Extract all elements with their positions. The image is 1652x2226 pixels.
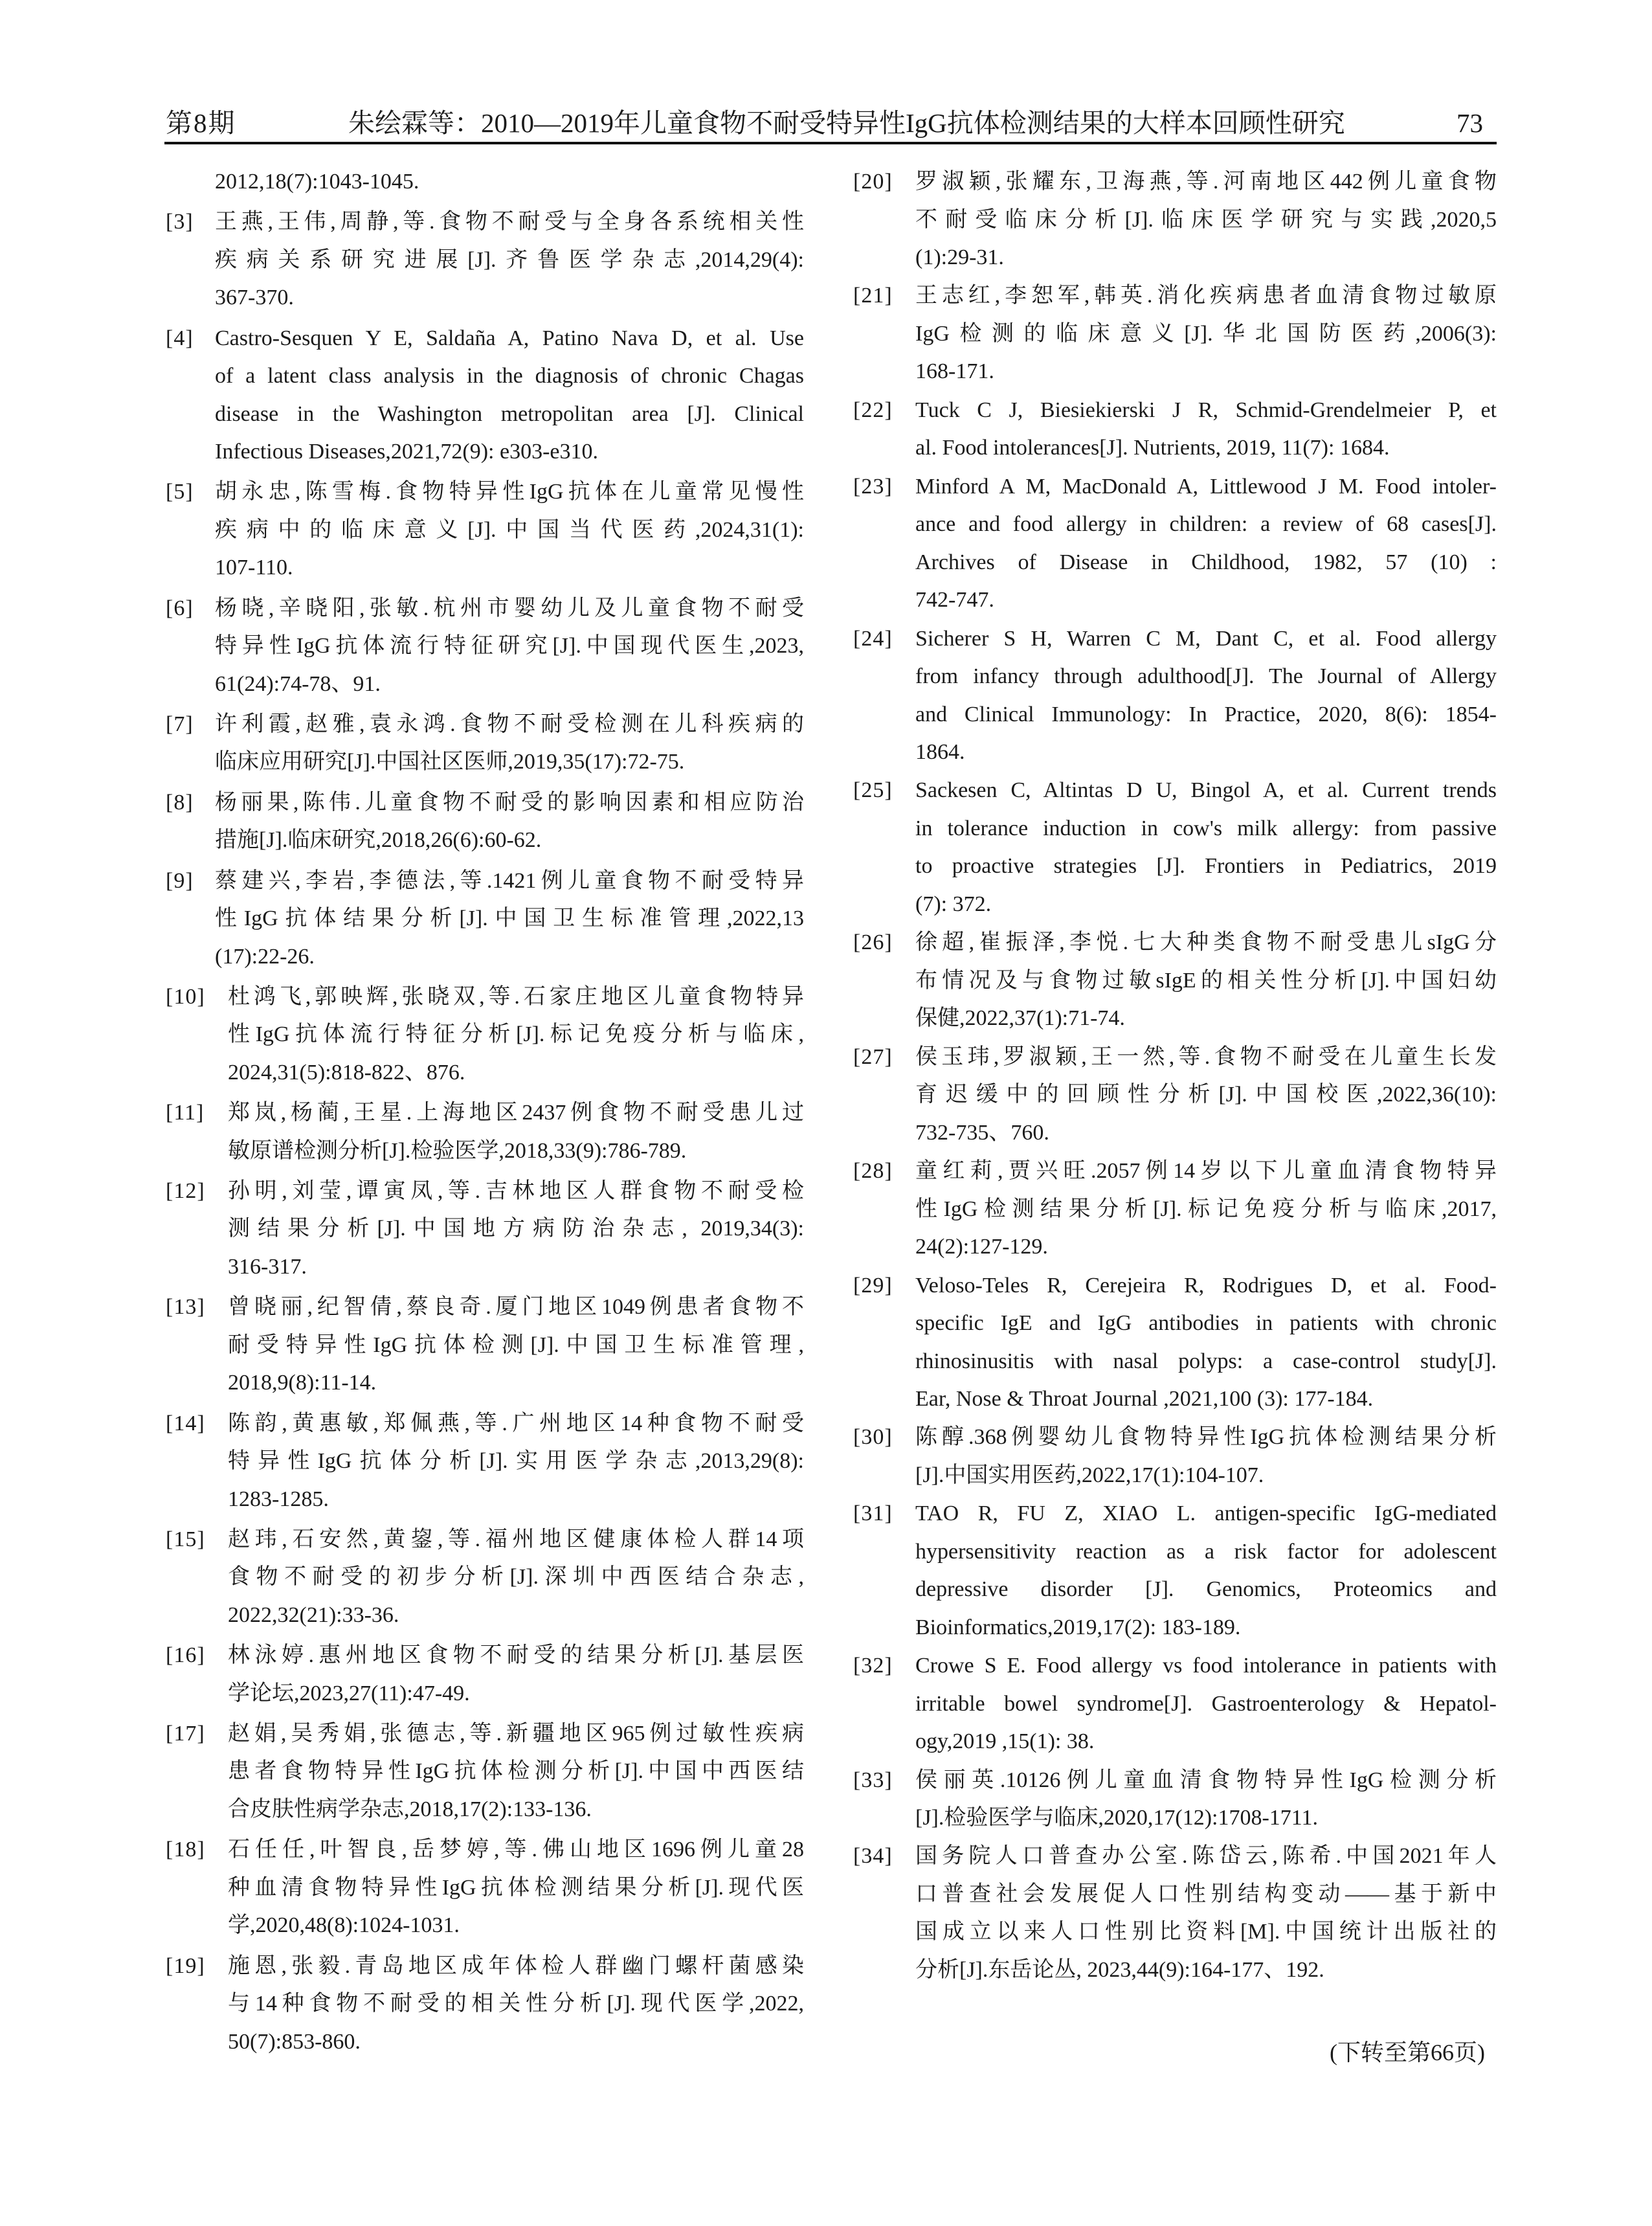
reference-number: [33] — [853, 1768, 893, 1792]
reference-item — [853, 392, 1497, 467]
reference-number: [18] — [166, 1838, 205, 1862]
reference-line: (7): 372. — [915, 892, 992, 916]
reference-number: [20] — [853, 170, 893, 194]
page-number: 73 — [1457, 108, 1483, 138]
reference-item — [853, 277, 1497, 391]
reference-item — [853, 772, 1497, 923]
reference-number: [22] — [853, 398, 893, 422]
reference-item — [853, 1039, 1497, 1152]
reference-line: hypersensitivity reaction as a risk factor for adolescent — [915, 1539, 1497, 1564]
reference-item — [166, 1715, 804, 1829]
reference-line: Crowe S E. Food allergy vs food intolerance in patients with — [915, 1654, 1497, 1678]
reference-line: 分析[J].东岳论丛, 2023,44(9):164-177、192. — [915, 1957, 1324, 1982]
reference-line: 蔡建兴,李岩,李德法,等.1421例儿童食物不耐受特异 — [215, 868, 804, 893]
reference-line: 林泳婷.惠州地区食物不耐受的结果分析[J].基层医 — [228, 1643, 804, 1668]
reference-line: 保健,2022,37(1):71-74. — [915, 1006, 1125, 1031]
reference-line: 杜鸿飞,郭映辉,张晓双,等.石家庄地区儿童食物特异 — [228, 984, 804, 1009]
reference-line: from infancy through adulthood[J]. The Journal of Allergy — [915, 664, 1497, 689]
reference-number: [31] — [853, 1501, 893, 1526]
reference-line: 王志红,李恕军,韩英.消化疾病患者血清食物过敏原 — [915, 284, 1497, 308]
reference-item — [166, 590, 804, 704]
reference-item — [853, 1267, 1497, 1419]
reference-line: 布情况及与食物过敏sIgE的相关性分析[J].中国妇幼 — [915, 968, 1497, 993]
reference-line: 陈韵,黄惠敏,郑佩燕,等.广州地区14种食物不耐受 — [228, 1411, 804, 1435]
reference-line: to proactive strategies [J]. Frontiers in Pediatrics, 2019 — [915, 854, 1497, 879]
reference-number: [13] — [166, 1295, 205, 1320]
reference-item — [853, 1152, 1497, 1266]
reference-item — [166, 1637, 804, 1713]
reference-line: 临床应用研究[J].中国社区医师,2019,35(17):72-75. — [215, 750, 685, 774]
reference-line: 合皮肤性病学杂志,2018,17(2):133-136. — [228, 1797, 592, 1821]
reference-line: 胡永忠,陈雪梅.食物特异性IgG抗体在儿童常见慢性 — [215, 480, 804, 504]
reference-number: [5] — [166, 480, 194, 504]
reference-line: 食物不耐受的初步分析[J].深圳中西医结合杂志, — [228, 1565, 804, 1590]
reference-line: Sackesen C, Altintas D U, Bingol A, et al. Current trends — [915, 778, 1497, 803]
reference-line: 性IgG抗体结果分析[J].中国卫生标准管理,2022,13 — [215, 906, 804, 931]
reference-number: [34] — [853, 1844, 893, 1869]
reference-item — [853, 620, 1497, 772]
header-rule — [164, 142, 1497, 144]
reference-line: 疾病中的临床意义[J].中国当代医药,2024,31(1): — [215, 517, 804, 542]
reference-line: 2024,31(5):818-822、876. — [228, 1060, 465, 1085]
reference-line: ogy,2019 ,15(1): 38. — [915, 1729, 1095, 1754]
reference-line: 罗淑颖,张耀东,卫海燕,等.河南地区442例儿童食物 — [915, 170, 1497, 194]
reference-line: 24(2):127-129. — [915, 1235, 1048, 1259]
reference-line: 郑岚,杨蔺,王星.上海地区2437例食物不耐受患儿过 — [228, 1101, 804, 1125]
reference-line: 孙明,刘莹,谭寅凤,等.吉林地区人群食物不耐受检 — [228, 1178, 804, 1203]
reference-number: [8] — [166, 790, 194, 815]
reference-line: 疾病关系研究进展[J].齐鲁医学杂志,2014,29(4): — [215, 247, 804, 272]
reference-line: 徐超,崔振泽,李悦.七大种类食物不耐受患儿sIgG分 — [915, 930, 1497, 955]
reference-line: 测结果分析[J].中国地方病防治杂志, 2019,34(3): — [228, 1217, 804, 1241]
reference-line: 措施[J].临床研究,2018,26(6):60-62. — [215, 828, 542, 853]
reference-line: 168-171. — [915, 359, 994, 384]
reference-line: Infectious Diseases,2021,72(9): e303-e310. — [215, 440, 599, 464]
issue-number: 第8期 — [166, 108, 236, 138]
reference-number: [27] — [853, 1044, 893, 1069]
reference-item — [853, 1419, 1497, 1494]
reference-item — [166, 1173, 804, 1287]
reference-line: Veloso-Teles R, Cerejeira R, Rodrigues D, et al. Food- — [915, 1273, 1497, 1298]
reference-number: [26] — [853, 930, 893, 955]
reference-line: 2022,32(21):33-36. — [228, 1602, 399, 1627]
reference-line: 1864. — [915, 740, 965, 765]
reference-line: 与14种食物不耐受的相关性分析[J].现代医学,2022, — [228, 1992, 804, 2016]
reference-number: [19] — [166, 1953, 205, 1978]
reference-line: and Clinical Immunology: In Practice, 2020, 8(6): 1854- — [915, 702, 1497, 726]
reference-line: 2018,9(8):11-14. — [228, 1371, 377, 1395]
reference-line: 杨丽果,陈伟.儿童食物不耐受的影响因素和相应防治 — [215, 790, 804, 815]
reference-number: [11] — [166, 1101, 205, 1125]
reference-line: 特异性IgG抗体分析[J].实用医学杂志,2013,29(8): — [228, 1449, 804, 1474]
reference-number: [4] — [166, 326, 194, 350]
reference-line: 王燕,王伟,周静,等.食物不耐受与全身各系统相关性 — [215, 210, 804, 234]
reference-line: Bioinformatics,2019,17(2): 183-189. — [915, 1615, 1241, 1639]
reference-number: [16] — [166, 1643, 205, 1668]
running-title: 朱绘霖等：2010—2019年儿童食物不耐受特异性IgG抗体检测结果的大样本回顾性研究 — [348, 108, 1345, 138]
reference-item — [853, 468, 1497, 620]
reference-line: 1283-1285. — [228, 1487, 329, 1511]
reference-item — [166, 1831, 804, 1945]
continuation-note: (下转至第66页) — [1330, 2040, 1485, 2065]
reference-number: [24] — [853, 626, 893, 651]
reference-line: 石任任,叶智良,岳梦婷,等.佛山地区1696例儿童28 — [228, 1838, 804, 1862]
reference-line: [J].检验医学与临床,2020,17(12):1708-1711. — [915, 1806, 1319, 1830]
reference-line: Minford A M, MacDonald A, Littlewood J M. Food intoler- — [915, 474, 1497, 499]
reference-number: [30] — [853, 1425, 893, 1450]
reference-number: [17] — [166, 1721, 205, 1746]
reference-number: [10] — [166, 984, 205, 1009]
reference-number: [15] — [166, 1527, 205, 1551]
reference-number: [12] — [166, 1178, 205, 1203]
reference-line: 特异性IgG抗体流行特征研究[J].中国现代医生,2023, — [215, 634, 804, 658]
reference-line: 许利霞,赵雅,袁永鸿.食物不耐受检测在儿科疾病的 — [215, 712, 804, 736]
reference-line: of a latent class analysis in the diagnosis of chronic Chagas — [215, 364, 804, 388]
reference-item — [166, 1405, 804, 1519]
reference-item — [853, 1647, 1497, 1761]
reference-line: 性IgG抗体流行特征分析[J].标记免疫分析与临床, — [228, 1022, 804, 1047]
reference-line: 国成立以来人口性别比资料[M].中国统计出版社的 — [915, 1920, 1497, 1944]
reference-line: TAO R, FU Z, XIAO L. antigen-specific IgG-mediated — [915, 1501, 1497, 1526]
reference-number: [6] — [166, 596, 194, 620]
reference-line: 学,2020,48(8):1024-1031. — [228, 1913, 460, 1938]
reference-item — [166, 1948, 804, 2062]
reference-item — [853, 163, 1497, 277]
reference-item — [166, 978, 804, 1092]
reference-line: 施恩,张毅.青岛地区成年体检人群幽门螺杆菌感染 — [228, 1953, 804, 1978]
reference-line: 赵娟,吴秀娟,张德志,等.新疆地区965例过敏性疾病 — [228, 1721, 804, 1746]
reference-number: [25] — [853, 778, 893, 803]
reference-line: 学论坛,2023,27(11):47-49. — [228, 1681, 470, 1705]
reference-line: 61(24):74-78、91. — [215, 671, 381, 696]
reference-number: [21] — [853, 284, 893, 308]
reference-line: 侯丽英.10126例儿童血清食物特异性IgG检测分析 — [915, 1768, 1497, 1792]
reference-continuation — [166, 163, 804, 201]
reference-line: 107-110. — [215, 556, 293, 580]
references-right-column — [853, 163, 1497, 1990]
reference-line: 316-317. — [228, 1254, 307, 1279]
reference-line: 不耐受临床分析[J].临床医学研究与实践,2020,5 — [915, 207, 1497, 232]
reference-number: [7] — [166, 712, 194, 736]
reference-line: 种血清食物特异性IgG抗体检测结果分析[J].现代医 — [228, 1875, 804, 1900]
reference-item — [853, 924, 1497, 1038]
reference-line: irritable bowel syndrome[J]. Gastroenterology & Hepatol- — [915, 1691, 1497, 1716]
reference-line: disease in the Washington metropolitan area [J]. Clinical — [215, 401, 804, 426]
reference-number: [32] — [853, 1654, 893, 1678]
reference-line: ance and food allergy in children: a review of 68 cases[J]. — [915, 512, 1497, 537]
reference-item — [166, 706, 804, 781]
reference-line: 敏原谱检测分析[J].检验医学,2018,33(9):786-789. — [228, 1138, 687, 1163]
reference-line: Archives of Disease in Childhood, 1982, 57 (10) : — [915, 550, 1497, 574]
reference-line: 口普查社会发展促人口性别结构变动——基于新中 — [915, 1882, 1497, 1906]
reference-line: Tuck C J, Biesiekierski J R, Schmid-Grendelmeier P, et — [915, 398, 1497, 422]
reference-line: 童红莉,贾兴旺.2057例14岁以下儿童血清食物特异 — [915, 1159, 1497, 1184]
reference-item — [166, 784, 804, 860]
reference-line: 耐受特异性IgG抗体检测[J].中国卫生标准管理, — [228, 1332, 804, 1357]
reference-line: [J].中国实用医药,2022,17(1):104-107. — [915, 1463, 1264, 1487]
reference-item — [166, 1288, 804, 1402]
reference-item — [166, 320, 804, 471]
reference-line: 曾晓丽,纪智倩,蔡良奇.厦门地区1049例患者食物不 — [228, 1295, 804, 1320]
reference-line: specific IgE and IgG antibodies in patients with chronic — [915, 1311, 1497, 1336]
reference-item — [166, 473, 804, 587]
reference-line: Castro-Sesquen Y E, Saldaña A, Patino Nava D, et al. Use — [215, 326, 804, 350]
reference-number: [23] — [853, 474, 893, 499]
reference-number: [9] — [166, 868, 194, 893]
reference-item — [853, 1838, 1497, 1989]
reference-line: in tolerance induction in cow's milk allergy: from passive — [915, 816, 1497, 840]
reference-line: depressive disorder [J]. Genomics, Proteomics and — [915, 1577, 1497, 1602]
reference-line: 赵玮,石安然,黄鋆,等.福州地区健康体检人群14项 — [228, 1527, 804, 1551]
reference-item — [853, 1762, 1497, 1838]
reference-line: 国务院人口普查办公室.陈岱云,陈希.中国2021年人 — [915, 1844, 1497, 1869]
reference-line: 742-747. — [915, 588, 994, 613]
references-left-column — [166, 163, 804, 2063]
reference-line: 杨晓,辛晓阳,张敏.杭州市婴幼儿及儿童食物不耐受 — [215, 596, 804, 620]
reference-number: [29] — [853, 1273, 893, 1298]
reference-item — [166, 1521, 804, 1635]
reference-line: Ear, Nose & Throat Journal ,2021,100 (3): 177-184. — [915, 1387, 1374, 1411]
reference-line: IgG检测的临床意义[J].华北国防医药,2006(3): — [915, 321, 1497, 346]
reference-line: Sicherer S H, Warren C M, Dant C, et al. Food allergy — [915, 626, 1497, 651]
reference-item — [166, 1094, 804, 1170]
reference-item — [853, 1495, 1497, 1647]
reference-line: (17):22-26. — [215, 944, 315, 969]
reference-line: 2012,18(7):1043-1045. — [215, 170, 419, 194]
reference-line: 732-735、760. — [915, 1120, 1049, 1145]
reference-line: 陈醇.368例婴幼儿食物特异性IgG抗体检测结果分析 — [915, 1425, 1497, 1450]
reference-number: [3] — [166, 210, 194, 234]
reference-line: (1):29-31. — [915, 245, 1004, 269]
reference-line: al. Food intolerances[J]. Nutrients, 2019, 11(7): 1684. — [915, 436, 1390, 460]
reference-line: 50(7):853-860. — [228, 2029, 361, 2054]
reference-item — [166, 862, 804, 976]
reference-number: [14] — [166, 1411, 205, 1435]
reference-number: [28] — [853, 1159, 893, 1184]
reference-line: 患者食物特异性IgG抗体检测分析[J].中国中西医结 — [228, 1759, 804, 1784]
reference-line: 性IgG检测结果分析[J].标记免疫分析与临床,2017, — [915, 1197, 1497, 1221]
reference-item — [166, 203, 804, 317]
reference-line: 侯玉玮,罗淑颖,王一然,等.食物不耐受在儿童生长发 — [915, 1044, 1497, 1069]
reference-line: 367-370. — [215, 286, 294, 310]
reference-line: rhinosinusitis with nasal polyps: a case-control study[J]. — [915, 1349, 1497, 1373]
reference-line: 育迟缓中的回顾性分析[J].中国校医,2022,36(10): — [915, 1083, 1497, 1107]
